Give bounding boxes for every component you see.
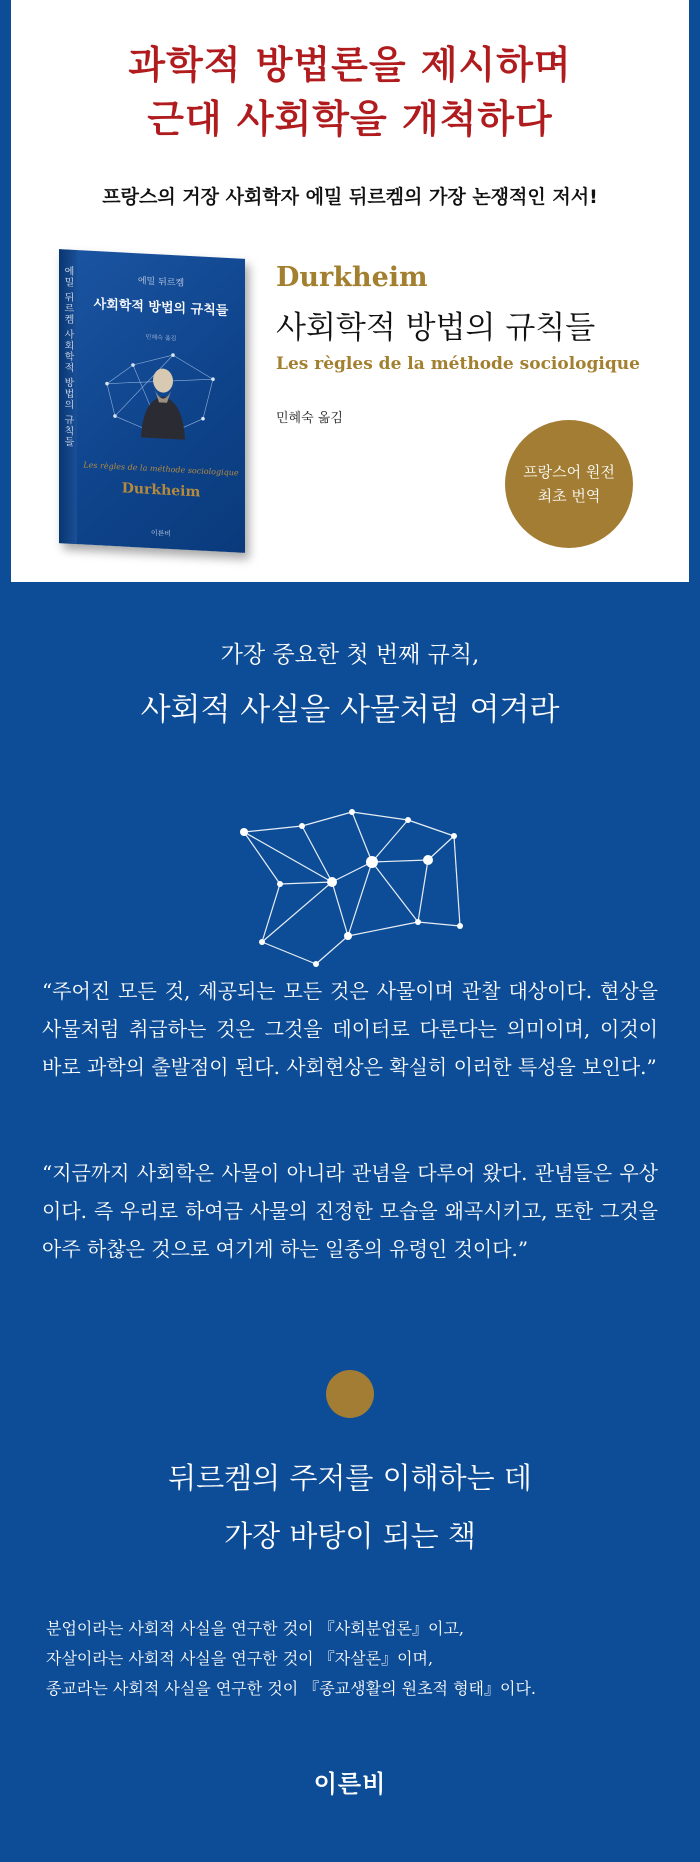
book-cover (59, 249, 245, 553)
publisher-logo: 이른비 (313, 1770, 387, 1798)
headline-line-2: 근대 사회학을 개척하다 (147, 96, 553, 141)
description-line-3: 종교라는 사회적 사실을 연구한 것이 『종교생활의 원초적 형태』이다. (46, 1679, 537, 1698)
first-translation-badge (505, 420, 633, 548)
cover-translator: 민혜숙 옮김 (145, 333, 177, 343)
section1-subtitle: 가장 중요한 첫 번째 규칙, (220, 642, 480, 668)
top-panel (11, 0, 689, 582)
headline-line-1: 과학적 방법론을 제시하며 (128, 42, 572, 87)
book-spine (59, 249, 77, 544)
cover-author-name: Durkheim (121, 480, 201, 501)
section2-title-line-2: 가장 바탕이 되는 책 (224, 1519, 476, 1553)
description-line-1: 분업이라는 사회적 사실을 연구한 것이 『사회분업론』이고, (46, 1619, 465, 1638)
cover-publisher: 이른비 (150, 528, 172, 539)
quote-1: “주어진 모든 것, 제공되는 모든 것은 사물이며 관찰 대상이다. 현상을 사물처럼 취급하는 것은 그것을 데이터로 다룬다는 의미이며, 이것이 바로 과학의 출발점이 된다. 사회현상은 확실히 이러한 특성을 보인다.” (42, 979, 658, 1079)
section1-title: 사회적 사실을 사물처럼 여겨라 (140, 692, 560, 728)
book-title-fr: Les règles de la méthode sociologique (276, 354, 640, 374)
book-title: 사회학적 방법의 규칙들 (276, 310, 596, 346)
badge-line-2: 최초 번역 (537, 487, 601, 505)
subheadline: 프랑스의 거장 사회학자 에밀 뒤르켐의 가장 논쟁적인 저서! (102, 186, 598, 208)
description-line-2: 자살이라는 사회적 사실을 연구한 것이 『자살론』이며, (46, 1649, 434, 1668)
cover-title-fr: Les règles de la méthode sociologique (83, 460, 239, 478)
badge-line-1: 프랑스어 원전 (523, 463, 615, 481)
cover-author: 에밀 뒤르켐 (137, 276, 185, 289)
headline (11, 38, 689, 146)
quote-2: “지금까지 사회학은 사물이 아니라 관념을 다루어 왔다. 관념들은 우상이다. 즉 우리로 하여금 사물의 진정한 모습을 왜곡시키고, 또한 그것을 아주 하찮은 것으로 여기게 하는 일종의 유령인 것이다.” (42, 1161, 658, 1261)
spine-text: 에밀 뒤르켐 사회학적 방법의 규칙들 (62, 265, 73, 448)
network-graph-icon (232, 806, 468, 972)
cover-title: 사회학적 방법의 규칙들 (93, 296, 229, 319)
cover-portrait-network-icon (103, 343, 223, 445)
section2-title-line-1: 뒤르켐의 주저를 이해하는 데 (168, 1461, 532, 1495)
translator: 민혜숙 옮김 (276, 411, 343, 426)
description (46, 1614, 666, 1704)
author-name-en: Durkheim (276, 262, 428, 293)
gold-dot-divider (326, 1370, 374, 1418)
badge-text (523, 460, 615, 508)
